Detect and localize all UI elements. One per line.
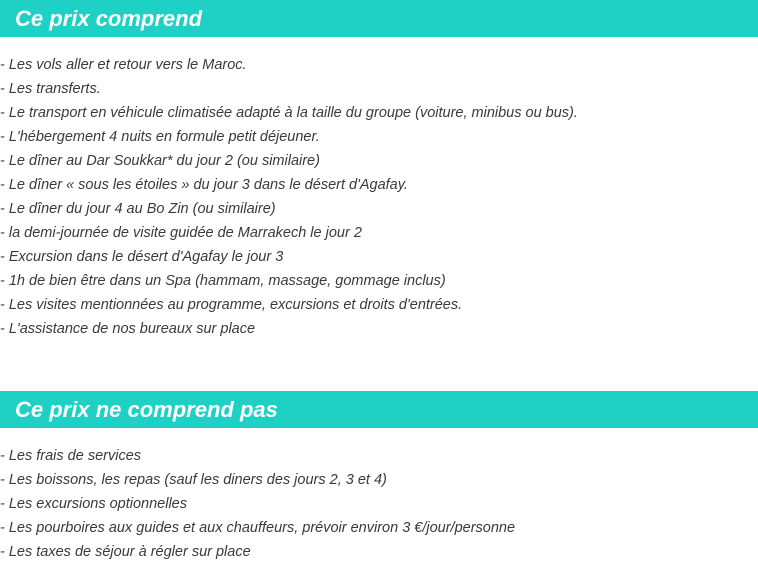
list-item: - Le dîner « sous les étoiles » du jour 3 dans le désert d'Agafay. [0, 177, 408, 193]
included-section-title: Ce prix comprend [0, 0, 758, 37]
list-item: - Les pourboires aux guides et aux chauffeurs, prévoir environ 3 €/jour/personne [0, 520, 516, 536]
list-item: - Le dîner au Dar Soukkar* du jour 2 (ou similaire) [0, 153, 320, 169]
list-item: - Les taxes de séjour à régler sur place [0, 544, 251, 560]
list-item: - Le transport en véhicule climatisée adapté à la taille du groupe (voiture, minibus ou bus). [0, 105, 578, 121]
included-list [0, 53, 578, 341]
list-item: - Les excursions optionnelles [0, 496, 187, 512]
list-item: - Le dîner du jour 4 au Bo Zin (ou similaire) [0, 201, 276, 217]
list-item: - la demi-journée de visite guidée de Marrakech le jour 2 [0, 225, 362, 241]
excluded-list [0, 444, 515, 564]
list-item: - Les frais de services [0, 448, 142, 464]
list-item: - L'assistance de nos bureaux sur place [0, 321, 256, 337]
list-item: - Les vols aller et retour vers le Maroc. [0, 57, 247, 73]
list-item: - Les boissons, les repas (sauf les diners des jours 2, 3 et 4) [0, 472, 387, 488]
list-item: - Les transferts. [0, 81, 101, 97]
list-item: - Les visites mentionnées au programme, excursions et droits d'entrées. [0, 297, 463, 313]
list-item: - 1h de bien être dans un Spa (hammam, massage, gommage inclus) [0, 273, 446, 289]
list-item: - Excursion dans le désert d'Agafay le jour 3 [0, 249, 284, 265]
excluded-section-title: Ce prix ne comprend pas [0, 391, 758, 428]
list-item: - L'hébergement 4 nuits en formule petit déjeuner. [0, 129, 320, 145]
